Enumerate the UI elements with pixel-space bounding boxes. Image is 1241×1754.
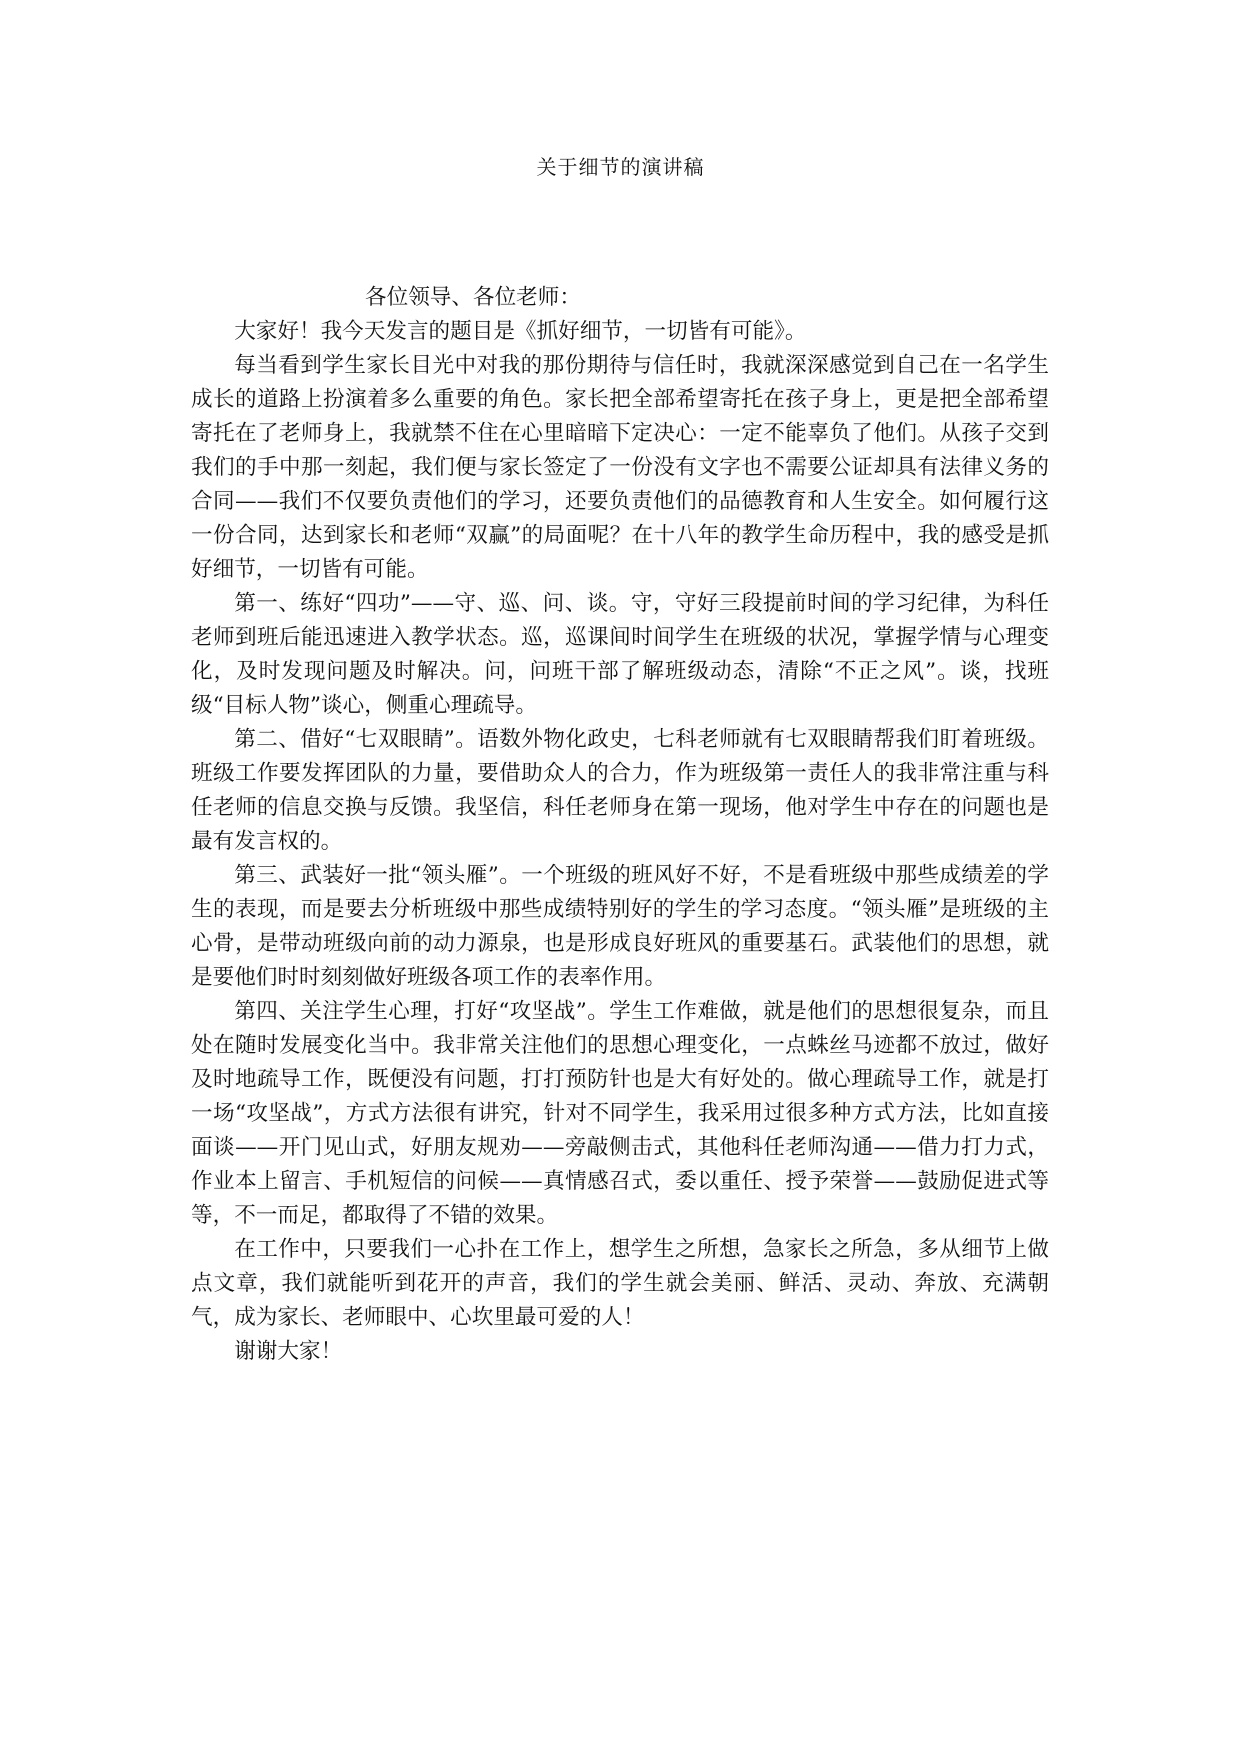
- paragraph-conclusion: 在工作中，只要我们一心扑在工作上，想学生之所想，急家长之所急，多从细节上做点文章，我们就能听到花开的声音，我们的学生就会美丽、鲜活、灵动、奔放、充满朝气，成为家长、老师眼中、心坎里最可爱的人！: [191, 1237, 1049, 1330]
- paragraph-thanks: 谢谢大家！: [234, 1339, 343, 1364]
- paragraph-point-three: 第三、武装好一批“领头雁”。一个班级的班风好不好，不是看班级中那些成绩差的学生的表现，而是要去分析班级中那些成绩特别好的学生的学习态度。“领头雁”是班级的主心骨，是带动班级向前的动力源泉，也是形成良好班风的重要基石。武装他们的思想，就是要他们时时刻刻做好班级各项工作的表率作用。: [191, 863, 1049, 990]
- paragraph-point-one: 第一、练好“四功”——守、巡、问、谈。守，守好三段提前时间的学习纪律，为科任老师到班后能迅速进入教学状态。巡，巡课间时间学生在班级的状况，掌握学情与心理变化，及时发现问题及时解决。问，问班干部了解班级动态，清除“不正之风”。谈，找班级“目标人物”谈心，侧重心理疏导。: [191, 591, 1049, 718]
- salutation: 各位领导、各位老师：: [365, 285, 581, 310]
- document-title: 关于细节的演讲稿: [536, 155, 705, 179]
- paragraph-introduction: 每当看到学生家长目光中对我的那份期待与信任时，我就深深感觉到自己在一名学生成长的道路上扮演着多么重要的角色。家长把全部希望寄托在孩子身上，更是把全部希望寄托在了老师身上，我就禁不住在心里暗暗下定决心：一定不能辜负了他们。从孩子交到我们的手中那一刻起，我们便与家长签定了一份没有文字也不需要公证却具有法律义务的合同——我们不仅要负责他们的学习，还要负责他们的品德教育和人生安全。如何履行这一份合同，达到家长和老师“双赢”的局面呢？在十八年的教学生命历程中，我的感受是抓好细节，一切皆有可能。: [191, 353, 1049, 582]
- paragraph-point-two: 第二、借好“七双眼睛”。语数外物化政史，七科老师就有七双眼睛帮我们盯着班级。班级工作要发挥团队的力量，要借助众人的合力，作为班级第一责任人的我非常注重与科任老师的信息交换与反馈。我坚信，科任老师身在第一现场，他对学生中存在的问题也是最有发言权的。: [191, 727, 1049, 854]
- paragraph-opening: 大家好！我今天发言的题目是《抓好细节，一切皆有可能》。: [234, 319, 807, 344]
- paragraph-point-four: 第四、关注学生心理，打好“攻坚战”。学生工作难做，就是他们的思想很复杂，而且处在随时发展变化当中。我非常关注他们的思想心理变化，一点蛛丝马迹都不放过，做好及时地疏导工作，既便没有问题，打打预防针也是大有好处的。做心理疏导工作，就是打一场“攻坚战”，方式方法很有讲究，针对不同学生，我采用过很多种方式方法，比如直接面谈——开门见山式，好朋友规劝——旁敲侧击式，其他科任老师沟通——借力打力式，作业本上留言、手机短信的问候——真情感召式，委以重任、授予荣誉——鼓励促进式等等，不一而足，都取得了不错的效果。: [191, 999, 1049, 1228]
- document-body: [191, 281, 1049, 1369]
